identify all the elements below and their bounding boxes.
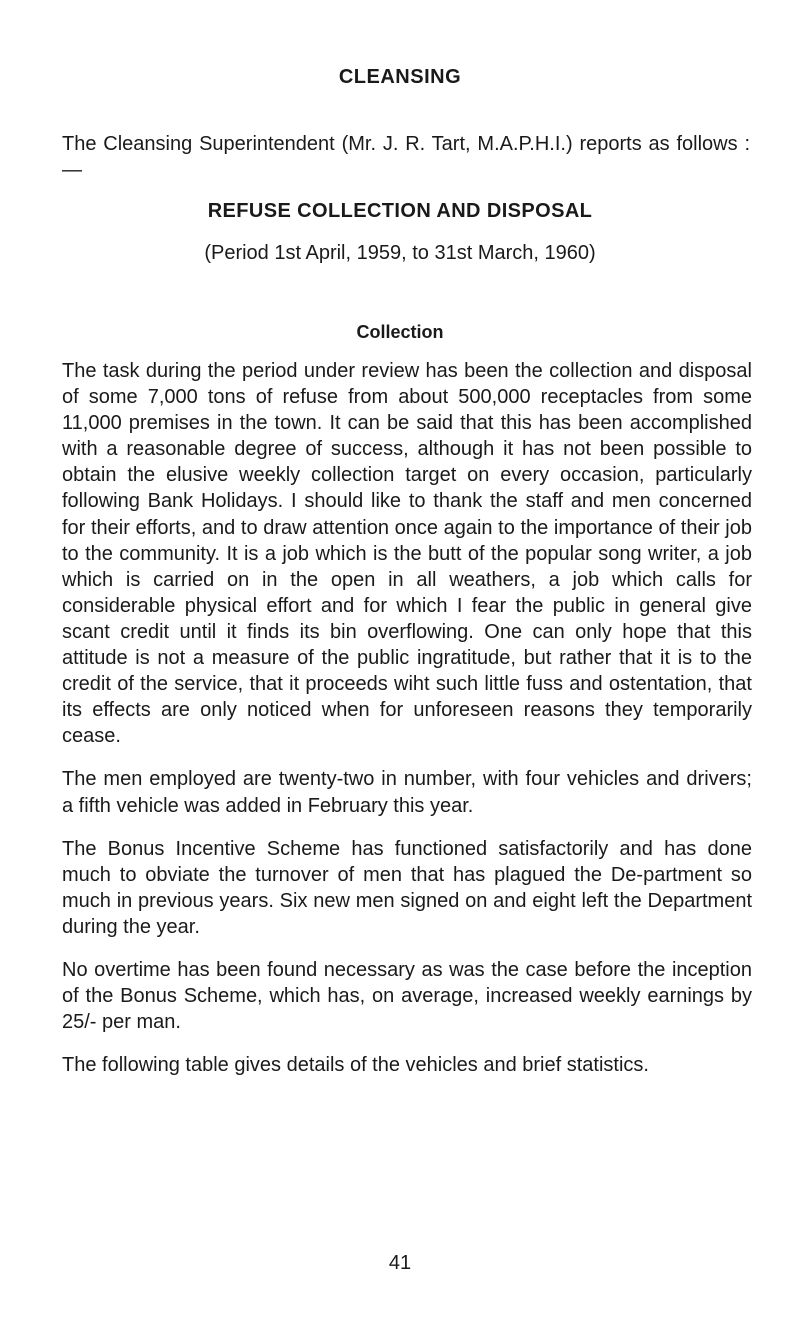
subsection-title: Collection [356,322,444,342]
paragraph-4: No overtime has been found necessary as was the case before the inception of the Bonus Scheme, which has, on average, increased weekly earnings by 25/- per man. [62,958,752,1034]
paragraph-2: The men employed are twenty-two in number, with four vehicles and drivers; a fifth vehicle was added in February this year. [62,768,752,817]
paragraph-5: The following table gives details of the vehicles and brief statistics. [62,1054,649,1077]
intro-text: The Cleansing Superintendent (Mr. J. R. Tart, M.A.P.H.I.) reports as follows :— [62,133,750,181]
page-heading: CLEANSING [338,66,462,88]
page-number: 41 [388,1252,412,1274]
paragraph-3: The Bonus Incentive Scheme has functioned satisfactorily and has done much to obviate the turnover of men that has plagued the De-partment so much in previous years. Six new men signed on and eight left the Department during the year. [62,837,752,938]
period-text: (Period 1st April, 1959, to 31st March, 1960) [204,242,596,264]
section-heading: REFUSE COLLECTION AND DISPOSAL [207,200,593,222]
body-text [62,358,752,1095]
paragraph-1: The task during the period under review has been the collection and disposal of some 7,000 tons of refuse from about 500,000 receptacles from some 11,000 premises in the town. It can be said that this has been accomplished with a reasonable degree of success, although it has not been possible to obtain the elusive weekly collection target on every occasion, particularly following Bank Holidays. I should like to thank the staff and men concerned for their efforts, and to draw attention once again to the importance of their job to the community. It is a job which is the butt of the popular song writer, a job which is carried on in the open in all weathers, a job which calls for considerable physical effort and for which I fear the public in general give scant credit until it finds its bin overflowing. One can only hope that this attitude is not a measure of the public ingratitude, but rather that it is to the credit of the service, that it proceeds wiht such little fuss and ostentation, that its effects are only noticed when for unforeseen reasons they temporarily cease. [62,360,752,748]
